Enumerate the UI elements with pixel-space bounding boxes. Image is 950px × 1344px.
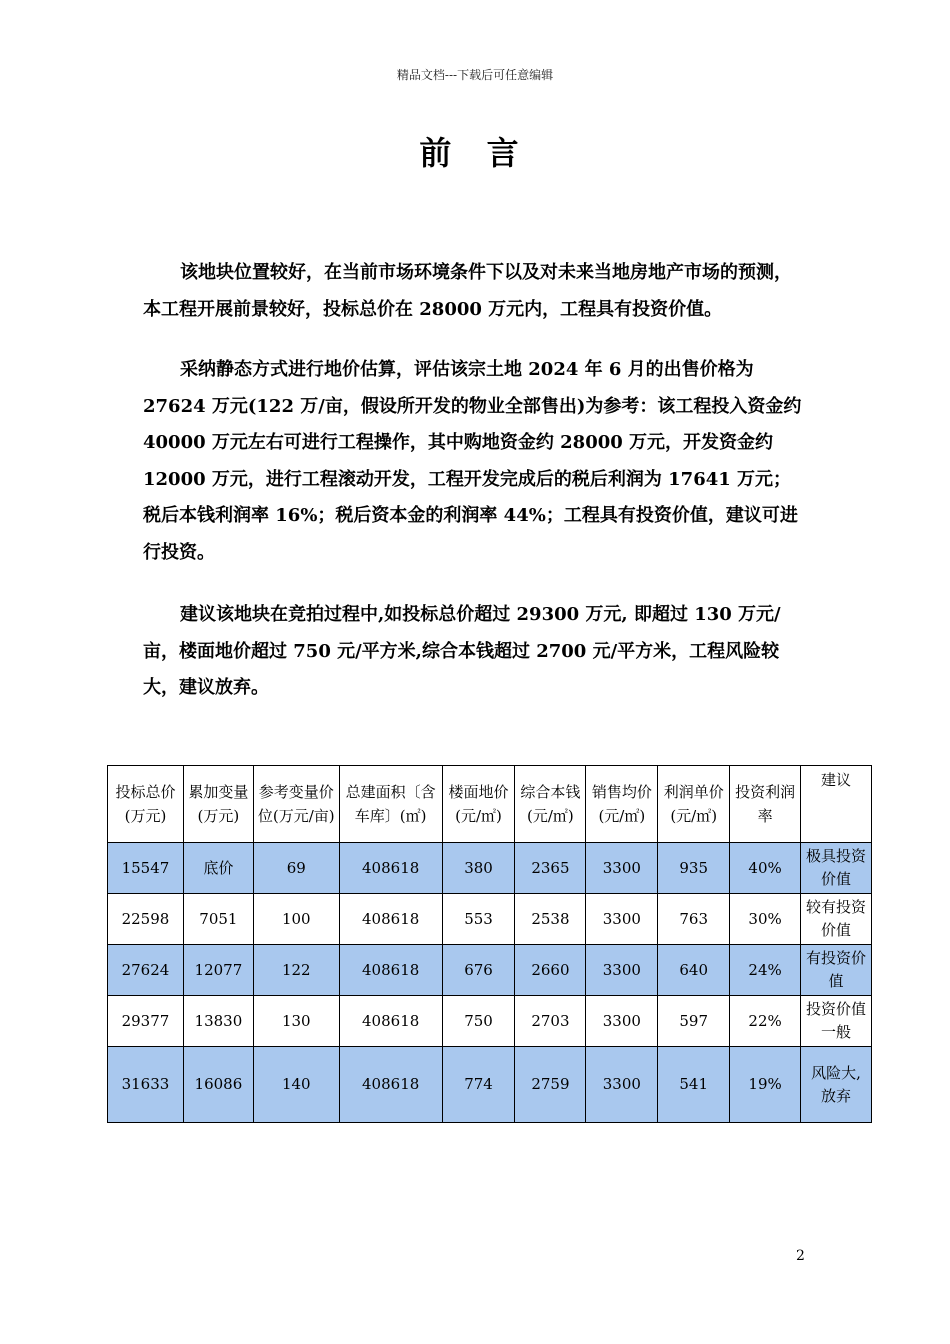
table-cell: 15547 [108,843,184,894]
paragraph-2 [143,352,809,571]
table-row [108,1047,872,1123]
table-cell: 408618 [339,996,442,1047]
table-cell: 22% [730,996,801,1047]
table-cell: 3300 [586,996,658,1047]
table-cell: 130 [253,996,339,1047]
table-cell: 935 [658,843,730,894]
page-header: 精品文档---下载后可任意编辑 [396,68,554,82]
table-cell: 597 [658,996,730,1047]
table-cell: 2365 [515,843,586,894]
table-cell: 140 [253,1047,339,1123]
table-cell: 13830 [183,996,253,1047]
table-cell: 12077 [183,945,253,996]
table-cell: 2703 [515,996,586,1047]
paragraph-3 [143,597,809,707]
table-cell: 100 [253,894,339,945]
table-cell: 27624 [108,945,184,996]
header-cell: 投标总价(万元) [108,766,184,843]
price-analysis-table [107,765,872,1123]
table-cell: 408618 [339,945,442,996]
table-cell: 29377 [108,996,184,1047]
table-cell: 3300 [586,894,658,945]
header-cell: 参考变量价位(万元/亩) [253,766,339,843]
table-cell: 2759 [515,1047,586,1123]
table-cell: 31633 [108,1047,184,1123]
table-cell: 19% [730,1047,801,1123]
header-cell: 利润单价(元/㎡) [658,766,730,843]
table-cell: 774 [442,1047,515,1123]
header-cell: 销售均价(元/㎡) [586,766,658,843]
table-cell: 40% [730,843,801,894]
table-cell: 3300 [586,1047,658,1123]
table-cell: 676 [442,945,515,996]
header-cell: 建议 [801,766,872,843]
table-cell: 16086 [183,1047,253,1123]
header-cell: 投资利润率 [730,766,801,843]
table-cell: 有投资价值 [801,945,872,996]
table-cell: 2538 [515,894,586,945]
table-cell: 408618 [339,894,442,945]
table-cell: 较有投资价值 [801,894,872,945]
table-cell: 750 [442,996,515,1047]
header-cell: 累加变量(万元) [183,766,253,843]
header-cell: 综合本钱(元/㎡) [515,766,586,843]
table-cell: 408618 [339,1047,442,1123]
table-cell: 541 [658,1047,730,1123]
table-cell: 408618 [339,843,442,894]
table-cell: 640 [658,945,730,996]
table-cell: 3300 [586,843,658,894]
paragraph-text: 建议该地块在竞拍过程中,如投标总价超过 29300 万元, 即超过 130 万元/亩，楼面地价超过 750 元/平方米,综合本钱超过 2700 元/平方米，工程风险较大，建议放弃。 [143,604,781,698]
table-cell: 69 [253,843,339,894]
table-cell: 553 [442,894,515,945]
table-cell: 风险大,放弃 [801,1047,872,1123]
table-header-row [108,766,872,843]
table-cell: 122 [253,945,339,996]
table-cell: 763 [658,894,730,945]
table-row [108,894,872,945]
table-cell: 极具投资价值 [801,843,872,894]
header-cell: 楼面地价(元/㎡) [442,766,515,843]
paragraph-1 [143,255,809,328]
table-cell: 2660 [515,945,586,996]
header-cell: 总建面积〔含车库〕(㎡) [339,766,442,843]
table-cell: 30% [730,894,801,945]
page-number: 2 [796,1248,805,1264]
table-cell: 3300 [586,945,658,996]
table-row [108,945,872,996]
table-cell: 22598 [108,894,184,945]
paragraph-text: 采纳静态方式进行地价估算，评估该宗土地 2024 年 6 月的出售价格为 27624 万元(122 万/亩，假设所开发的物业全部售出)为参考：该工程投入资金约 40000 万元左右可进行工程操作，其中购地资金约 28000 万元，开发资金约 12000 万元，进行工程滚动开发，工程开发完成后的税后利润为 17641 万元；税后本钱利润率 16%；税后资本金的利润率 44%；工程具有投资价值，建议可进行投资。 [143,359,802,563]
page-title: 前 言 [419,134,531,172]
table-cell: 投资价值一般 [801,996,872,1047]
table-cell: 380 [442,843,515,894]
paragraph-text: 该地块位置较好，在当前市场环境条件下以及对未来当地房地产市场的预测，本工程开展前景较好，投标总价在 28000 万元内，工程具有投资价值。 [143,262,792,320]
table-row [108,996,872,1047]
table-cell: 底价 [183,843,253,894]
table-cell: 7051 [183,894,253,945]
table-row [108,843,872,894]
table-cell: 24% [730,945,801,996]
